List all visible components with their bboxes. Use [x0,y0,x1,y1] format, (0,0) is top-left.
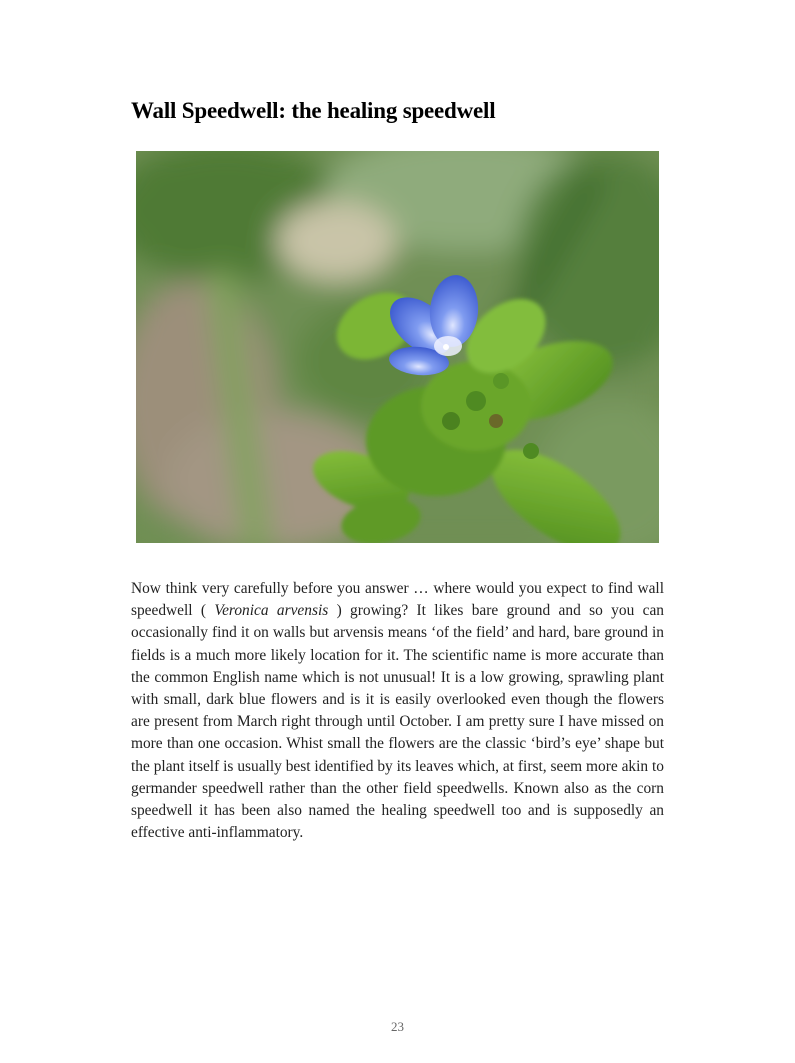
page-number: 23 [391,1019,404,1034]
speedwell-photo [136,151,659,543]
page-title: Wall Speedwell: the healing speedwell [131,98,496,123]
species-name: Veronica arvensis [214,602,329,620]
body-intro: Now think very carefully before you answer … where would you expect to find wall speedwell ( [131,580,664,620]
body-rest: ) growing? It likes bare ground and so you can occasionally find it on walls but arvensis means ‘of the field’ and hard, bare ground in fields is a much more likely location for it. The scientific name is more accurate than the common English name which is not unusual! It is a low growing, sprawling plant with small, dark blue flowers and is it is easily overlooked even though the flowers are present from March right through until October. I am pretty sure I have missed on more than one occasion. Whist small the flowers are the classic ‘bird’s eye’ shape but the plant itself is usually best identified by its leaves which, at first, seem more akin to germander speedwell rather than the other field speedwells. Known also as the corn speedwell it has been also named the healing speedwell too and is supposedly an effective anti-inflammatory. [131,602,664,842]
body-paragraph [131,578,664,844]
